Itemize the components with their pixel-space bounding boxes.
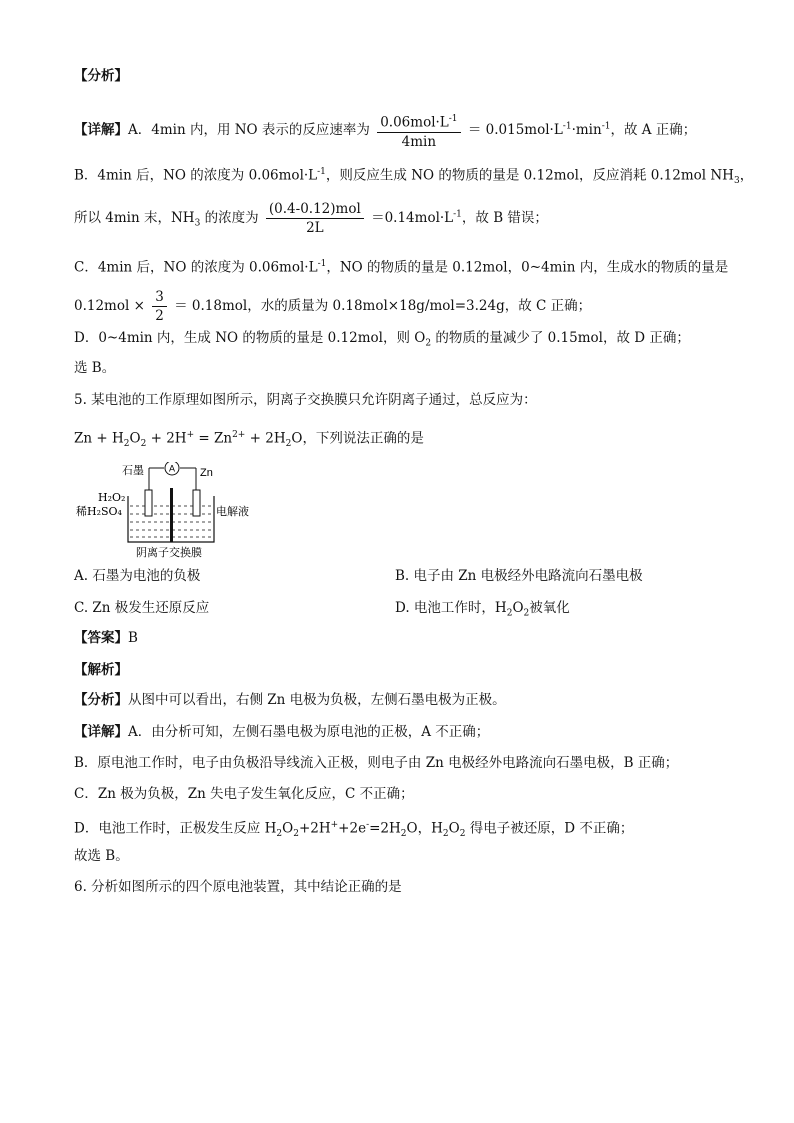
detail-d-part: +2H	[298, 820, 331, 837]
q6-stem: 6. 分析如图所示的四个原电池装置，其中结论正确的是	[74, 879, 402, 895]
q4-choose: 选 B。	[74, 360, 116, 376]
membrane-label: 阴离子交换膜	[136, 546, 202, 559]
eq-part: Zn + H	[74, 430, 124, 447]
q4-b2-post-sup: -1	[453, 209, 462, 220]
q5-option-d	[395, 598, 570, 624]
ammeter-label: A	[168, 463, 176, 474]
q5-stem: 5. 某电池的工作原理如图所示，阴离子交换膜只允许阴离子通过，总反应为：	[74, 392, 537, 408]
eq-part: O	[129, 430, 141, 447]
q5-option-b: B. 电子由 Zn 电极经外电路流向石墨电极	[395, 568, 643, 584]
q4-detail-b2	[74, 200, 548, 237]
opt-d-sub: 2	[506, 608, 513, 619]
q4-c1-end: ，NO 的物质的量是 0.12mol，0~4min 内，生成水的物质的量是	[326, 259, 729, 276]
detail-d-sub: 2	[276, 829, 283, 840]
analysis-text: 从图中可以看出，右侧 Zn 电极为负极，左侧石墨电极为正极。	[128, 692, 506, 708]
battery-diagram	[76, 462, 266, 560]
q4-d-pre: D．0~4min 内，生成 NO 的物质的量是 0.12mol，则 O	[74, 330, 426, 346]
q4-a-fraction	[377, 110, 460, 151]
answer-value: B	[128, 630, 138, 646]
eq-sub: 2	[123, 439, 130, 450]
q4-b2-pre: 所以 4min 末，NH	[74, 210, 195, 226]
q4-c2-fraction	[152, 288, 167, 325]
detail-tag: 【详解】	[74, 121, 128, 138]
section-analysis-label: 【分析】	[74, 68, 128, 84]
q4-c2-post: ＝ 0.18mol，水的质量为 0.18mol×18g/mol=3.24g，故 C 正确；	[174, 298, 592, 314]
q4-a-pre: A．4min 内，用 NO 表示的反应速率为	[128, 121, 370, 138]
analysis-tag: 【分析】	[74, 692, 128, 708]
detail-d-part: =2H	[369, 820, 401, 837]
detail-tag: 【详解】	[74, 724, 128, 740]
q5-detail-a	[74, 722, 489, 742]
q5-detail-c: C．Zn 极为负极，Zn 失电子发生氧化反应，C 不正确；	[74, 786, 414, 802]
zn-label: Zn	[200, 467, 213, 479]
opt-d-part: O	[512, 600, 524, 616]
q4-d-end: 的物质的量减少了 0.15mol，故 D 正确；	[431, 330, 690, 346]
q4-detail-d	[74, 328, 690, 354]
q4-a-post-sup2: -1	[601, 121, 611, 132]
q5-equation	[74, 425, 424, 454]
q4-a-post-sup1: -1	[562, 121, 572, 132]
detail-d-part: +2e	[338, 820, 367, 837]
q4-b2-fraction	[266, 200, 364, 237]
q4-b2-end: ，故 B 错误；	[461, 210, 548, 226]
q4-d-sub: 2	[425, 338, 432, 349]
q4-detail-a	[74, 110, 696, 151]
membrane	[170, 488, 173, 542]
detail-d-sup: -	[366, 820, 370, 830]
detail-d-sub: 2	[442, 829, 449, 840]
detail-d-part: O，H	[406, 820, 443, 837]
q4-a-post: ＝ 0.015mol·L	[467, 121, 563, 138]
q4-a-frac-num-sup: -1	[448, 114, 458, 124]
q4-c1-sup: -1	[317, 259, 327, 269]
q4-b2-frac-den: 2L	[306, 220, 324, 236]
opt-d-sub: 2	[523, 608, 530, 619]
electrolyte-label: 电解液	[216, 505, 249, 518]
q5-option-a: A. 石墨为电池的负极	[74, 568, 201, 584]
q4-b2-sub: 3	[194, 218, 201, 229]
q4-b1: B．4min 后，NO 的浓度为 0.06mol·L	[74, 167, 318, 184]
q4-a-frac-den: 4min	[401, 133, 437, 150]
detail-a-text: A．由分析可知，左侧石墨电极为原电池的正极，A 不正确；	[128, 724, 490, 740]
q4-c2-pre: 0.12mol ×	[74, 298, 145, 314]
detail-d-part: D．电池工作时，正极发生反应 H	[74, 820, 277, 837]
eq-sub: 2	[285, 439, 292, 450]
q4-detail-b1	[74, 162, 753, 191]
q5-detail-d	[74, 815, 633, 844]
q4-detail-c2	[74, 288, 591, 325]
q5-analysis	[74, 690, 506, 710]
eq-part: O	[291, 430, 303, 447]
graphite-electrode	[145, 490, 152, 516]
opt-d-part: 被氧化	[529, 600, 570, 616]
eq-part: + 2H	[146, 430, 187, 447]
eq-part: + 2H	[245, 430, 286, 447]
h2so4-label: 稀H₂SO₄	[76, 505, 122, 518]
q4-b2-mid: 的浓度为	[200, 210, 259, 226]
q4-b1-tail: ，	[739, 167, 754, 184]
q5-jiexi: 【解析】	[74, 662, 128, 678]
q4-c2-frac-den: 2	[155, 308, 164, 324]
q4-detail-c1	[74, 254, 728, 278]
q4-b1-sup: -1	[317, 167, 326, 177]
answer-tag: 【答案】	[74, 630, 128, 646]
eq-sub: 2	[140, 439, 147, 450]
eq-part: = Zn	[194, 430, 233, 447]
q4-a-post-mid: ·min	[571, 121, 602, 138]
eq-tail: ，下列说法正确的是	[302, 430, 424, 447]
q5-answer	[74, 628, 138, 648]
detail-d-sup: +	[330, 820, 339, 830]
q5-option-c: C. Zn 极发生还原反应	[74, 600, 210, 616]
q4-a-frac-num: 0.06mol·L	[380, 114, 449, 131]
h2o2-label: H₂O₂	[98, 491, 126, 504]
eq-sup: 2+	[232, 430, 246, 440]
graphite-label: 石墨	[122, 464, 144, 477]
q4-b1-end: ，则反应生成 NO 的物质的量是 0.12mol，反应消耗 0.12mol NH	[325, 167, 734, 184]
detail-d-part: O	[282, 820, 294, 837]
detail-d-part: O	[448, 820, 460, 837]
eq-sup: +	[186, 430, 195, 440]
q4-c2-frac-num: 3	[152, 288, 167, 307]
detail-d-sub: 2	[459, 829, 466, 840]
zn-electrode	[193, 490, 200, 516]
q4-b1-sub: 3	[733, 176, 740, 187]
detail-d-part: 得电子被还原，D 不正确；	[465, 820, 634, 837]
q5-conclude: 故选 B。	[74, 848, 129, 864]
q4-b2-post: ＝0.14mol·L	[371, 210, 454, 226]
detail-d-sub: 2	[400, 829, 407, 840]
q4-c1: C．4min 后，NO 的浓度为 0.06mol·L	[74, 259, 318, 276]
q5-detail-b: B．原电池工作时，电子由负极沿导线流入正极，则电子由 Zn 电极经外电路流向石墨电极，B 正确；	[74, 755, 679, 771]
q4-a-end: ，故 A 正确；	[610, 121, 697, 138]
q4-b2-frac-num: (0.4-0.12)mol	[266, 200, 364, 219]
detail-d-sub: 2	[293, 829, 299, 840]
opt-d-part: D. 电池工作时，H	[395, 600, 507, 616]
